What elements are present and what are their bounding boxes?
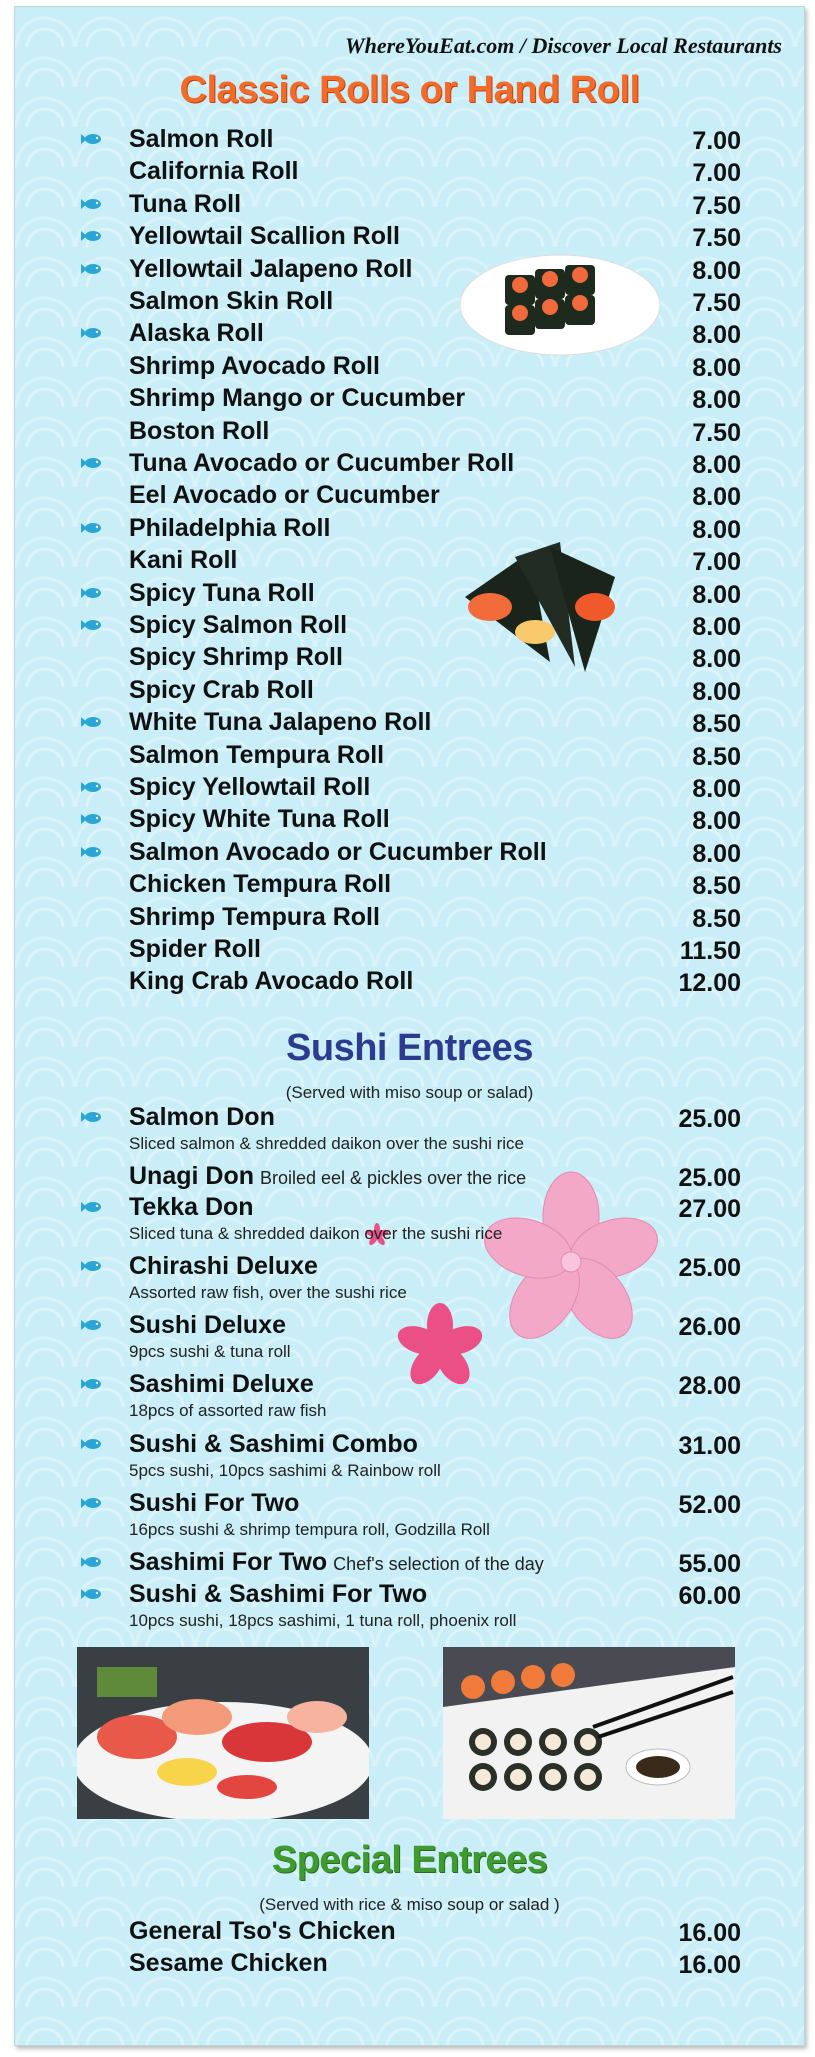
special-item bbox=[111, 1917, 741, 1947]
entree-name-text: Sushi & Sashimi For Two bbox=[129, 1580, 428, 1608]
entree-price: 25.00 bbox=[678, 1105, 741, 1133]
entree-name-text: Sushi For Two bbox=[129, 1489, 300, 1517]
roll-price: 7.50 bbox=[692, 418, 741, 447]
roll-item bbox=[111, 384, 741, 414]
fish-icon bbox=[81, 587, 103, 599]
entree-price: 28.00 bbox=[678, 1372, 741, 1400]
entree-name bbox=[129, 1580, 427, 1609]
fish-icon bbox=[81, 263, 103, 275]
entree-description: 9pcs sushi & tuna roll bbox=[129, 1342, 291, 1361]
special-price: 16.00 bbox=[678, 1919, 741, 1947]
menu-page bbox=[14, 6, 805, 2046]
roll-name: White Tuna Jalapeno Roll bbox=[129, 708, 432, 737]
special-item bbox=[111, 1949, 741, 1979]
roll-name: Kani Roll bbox=[129, 546, 238, 575]
entree-description: Assorted raw fish, over the sushi rice bbox=[129, 1283, 407, 1302]
roll-item bbox=[111, 708, 741, 738]
roll-name: Spicy Yellowtail Roll bbox=[129, 773, 371, 801]
special-price: 16.00 bbox=[678, 1951, 741, 1979]
roll-price: 7.50 bbox=[692, 289, 741, 317]
roll-name: King Crab Avocado Roll bbox=[129, 967, 414, 996]
fish-icon bbox=[81, 1378, 103, 1390]
roll-price: 7.00 bbox=[692, 127, 741, 155]
roll-name: Alaska Roll bbox=[129, 319, 264, 348]
roll-item bbox=[111, 319, 741, 349]
entree-name-text: Sashimi For Two bbox=[129, 1548, 328, 1576]
roll-item bbox=[111, 157, 741, 187]
roll-price: 7.50 bbox=[692, 191, 741, 220]
entree-name bbox=[129, 1370, 314, 1399]
sushi-entrees-title: Sushi Entrees bbox=[286, 1027, 533, 1069]
special-name: Sesame Chicken bbox=[129, 1949, 328, 1977]
entree-item bbox=[111, 1162, 741, 1192]
entree-name-text: Sashimi Deluxe bbox=[129, 1370, 314, 1398]
special-name: General Tso's Chicken bbox=[129, 1917, 396, 1945]
entree-name bbox=[129, 1548, 544, 1577]
roll-price: 8.00 bbox=[692, 580, 741, 609]
roll-name: Shrimp Avocado Roll bbox=[129, 351, 380, 380]
entree-item bbox=[111, 1489, 741, 1519]
roll-item bbox=[111, 967, 741, 997]
special-entrees-title: Special Entrees bbox=[271, 1839, 548, 1881]
roll-item bbox=[111, 546, 741, 576]
roll-item bbox=[111, 935, 741, 965]
fish-icon bbox=[81, 716, 103, 728]
entree-name-text: Salmon Don bbox=[129, 1103, 275, 1131]
entree-item bbox=[111, 1311, 741, 1341]
roll-price: 11.50 bbox=[679, 937, 741, 965]
roll-price: 8.00 bbox=[692, 775, 741, 803]
roll-price: 8.50 bbox=[692, 904, 741, 933]
roll-price: 8.00 bbox=[692, 645, 741, 674]
roll-price: 8.00 bbox=[692, 839, 741, 868]
fish-icon bbox=[81, 781, 103, 793]
fish-icon bbox=[81, 1319, 103, 1331]
entree-item bbox=[111, 1193, 741, 1223]
entree-name bbox=[129, 1162, 526, 1191]
roll-item bbox=[111, 417, 741, 447]
roll-item bbox=[111, 514, 741, 544]
special-entrees-subtitle: (Served with rice & miso soup or salad ) bbox=[259, 1895, 560, 1914]
entree-description: Sliced salmon & shredded daikon over the sushi rice bbox=[129, 1134, 524, 1153]
fish-icon bbox=[81, 327, 103, 339]
roll-price: 8.00 bbox=[692, 256, 741, 285]
roll-price: 7.00 bbox=[692, 548, 741, 577]
roll-price: 8.00 bbox=[692, 613, 741, 641]
fish-icon bbox=[81, 1111, 103, 1123]
roll-name: Tuna Avocado or Cucumber Roll bbox=[129, 449, 515, 477]
entree-inline-description: Broiled eel & pickles over the rice bbox=[260, 1168, 527, 1188]
roll-item bbox=[111, 222, 741, 252]
roll-item bbox=[111, 643, 741, 673]
roll-item bbox=[111, 870, 741, 900]
roll-name: Salmon Avocado or Cucumber Roll bbox=[129, 837, 547, 866]
fish-icon bbox=[81, 846, 103, 858]
entree-item bbox=[111, 1103, 741, 1133]
roll-item bbox=[111, 125, 741, 155]
roll-name: Philadelphia Roll bbox=[129, 513, 331, 542]
fish-icon bbox=[81, 1201, 103, 1213]
roll-price: 8.00 bbox=[692, 515, 741, 544]
roll-price: 8.00 bbox=[692, 451, 741, 479]
entree-price: 27.00 bbox=[678, 1195, 741, 1223]
entree-name bbox=[129, 1193, 254, 1222]
roll-name: Spider Roll bbox=[129, 935, 261, 963]
fish-icon bbox=[81, 133, 103, 145]
entree-price: 26.00 bbox=[678, 1313, 741, 1341]
entree-item bbox=[111, 1580, 741, 1610]
entree-item bbox=[111, 1430, 741, 1460]
fish-icon bbox=[81, 1438, 103, 1450]
roll-item bbox=[111, 579, 741, 609]
roll-name: Salmon Skin Roll bbox=[129, 287, 334, 315]
roll-item bbox=[111, 352, 741, 382]
entree-item bbox=[111, 1370, 741, 1400]
entree-price: 25.00 bbox=[678, 1254, 741, 1282]
roll-name: Spicy Crab Roll bbox=[129, 675, 314, 704]
watermark: WhereYouEat.com / Discover Local Restaurants bbox=[345, 33, 782, 58]
sushi-entrees-subtitle: (Served with miso soup or salad) bbox=[285, 1083, 534, 1102]
roll-price: 8.50 bbox=[692, 872, 741, 901]
roll-name: Spicy Salmon Roll bbox=[129, 611, 348, 639]
entree-name bbox=[129, 1311, 286, 1340]
roll-name: Salmon Tempura Roll bbox=[129, 740, 385, 769]
roll-price: 7.00 bbox=[692, 159, 741, 188]
roll-name: Chicken Tempura Roll bbox=[129, 870, 392, 899]
entree-name bbox=[129, 1430, 418, 1459]
roll-item bbox=[111, 676, 741, 706]
entree-name-text: Tekka Don bbox=[129, 1193, 254, 1221]
entree-inline-description: Chef's selection of the day bbox=[333, 1554, 544, 1574]
entree-description: 5pcs sushi, 10pcs sashimi & Rainbow roll bbox=[129, 1461, 441, 1480]
entree-item bbox=[111, 1252, 741, 1282]
roll-name: Yellowtail Jalapeno Roll bbox=[129, 254, 413, 283]
entree-name-text: Sushi & Sashimi Combo bbox=[129, 1430, 418, 1458]
fish-icon bbox=[81, 198, 103, 210]
entree-name bbox=[129, 1252, 318, 1281]
roll-price: 8.00 bbox=[692, 353, 741, 382]
entree-name-text: Unagi Don bbox=[129, 1162, 254, 1190]
roll-item bbox=[111, 190, 741, 220]
roll-name: Shrimp Tempura Roll bbox=[129, 902, 380, 931]
fish-icon bbox=[81, 619, 103, 631]
entree-name-text: Chirashi Deluxe bbox=[129, 1252, 318, 1280]
roll-item bbox=[111, 903, 741, 933]
fish-icon bbox=[81, 1588, 103, 1600]
entree-name bbox=[129, 1103, 275, 1132]
fish-icon bbox=[81, 522, 103, 534]
fish-icon bbox=[81, 230, 103, 242]
roll-price: 8.50 bbox=[692, 710, 741, 739]
roll-price: 8.00 bbox=[692, 386, 741, 415]
roll-name: Eel Avocado or Cucumber bbox=[129, 481, 440, 510]
roll-item bbox=[111, 449, 741, 479]
roll-item bbox=[111, 805, 741, 835]
roll-name: Salmon Roll bbox=[129, 125, 274, 153]
roll-item bbox=[111, 255, 741, 285]
entree-price: 52.00 bbox=[678, 1491, 741, 1519]
classic-rolls-title: Classic Rolls or Hand Roll bbox=[179, 69, 640, 111]
entree-name bbox=[129, 1489, 299, 1518]
fish-icon bbox=[81, 1497, 103, 1509]
entree-price: 25.00 bbox=[678, 1164, 741, 1192]
roll-price: 12.00 bbox=[678, 969, 741, 998]
roll-name: Spicy Shrimp Roll bbox=[129, 643, 343, 672]
roll-name: Shrimp Mango or Cucumber bbox=[129, 384, 466, 413]
entree-item bbox=[111, 1548, 741, 1578]
roll-item bbox=[111, 838, 741, 868]
roll-name: Boston Roll bbox=[129, 416, 270, 445]
entree-price: 31.00 bbox=[678, 1432, 741, 1460]
roll-item bbox=[111, 611, 741, 641]
roll-price: 8.00 bbox=[692, 807, 741, 836]
roll-name: Tuna Roll bbox=[129, 189, 242, 218]
roll-name: Yellowtail Scallion Roll bbox=[129, 222, 400, 251]
entree-name-text: Sushi Deluxe bbox=[129, 1311, 286, 1339]
entree-description: Sliced tuna & shredded daikon over the sushi rice bbox=[129, 1224, 503, 1243]
entree-description: 16pcs sushi & shrimp tempura roll, Godzilla Roll bbox=[129, 1520, 490, 1539]
roll-price: 8.00 bbox=[692, 321, 741, 350]
sashimi-platter-photo bbox=[77, 1647, 369, 1819]
roll-price: 8.00 bbox=[692, 677, 741, 706]
fish-icon bbox=[81, 1556, 103, 1568]
roll-item bbox=[111, 741, 741, 771]
entree-price: 60.00 bbox=[678, 1582, 741, 1610]
fish-icon bbox=[81, 1260, 103, 1272]
roll-name: California Roll bbox=[129, 157, 299, 186]
fish-icon bbox=[81, 457, 103, 469]
roll-name: Spicy White Tuna Roll bbox=[129, 805, 390, 834]
roll-item bbox=[111, 773, 741, 803]
roll-price: 7.50 bbox=[692, 224, 741, 253]
entree-price: 55.00 bbox=[678, 1550, 741, 1578]
roll-price: 8.00 bbox=[692, 483, 741, 512]
roll-item bbox=[111, 287, 741, 317]
entree-description: 18pcs of assorted raw fish bbox=[129, 1401, 327, 1420]
fish-icon bbox=[81, 813, 103, 825]
sushi-rolls-photo bbox=[443, 1647, 735, 1819]
roll-name: Spicy Tuna Roll bbox=[129, 578, 315, 607]
entree-description: 10pcs sushi, 18pcs sashimi, 1 tuna roll, phoenix roll bbox=[129, 1611, 517, 1630]
roll-item bbox=[111, 481, 741, 511]
roll-price: 8.50 bbox=[692, 742, 741, 771]
